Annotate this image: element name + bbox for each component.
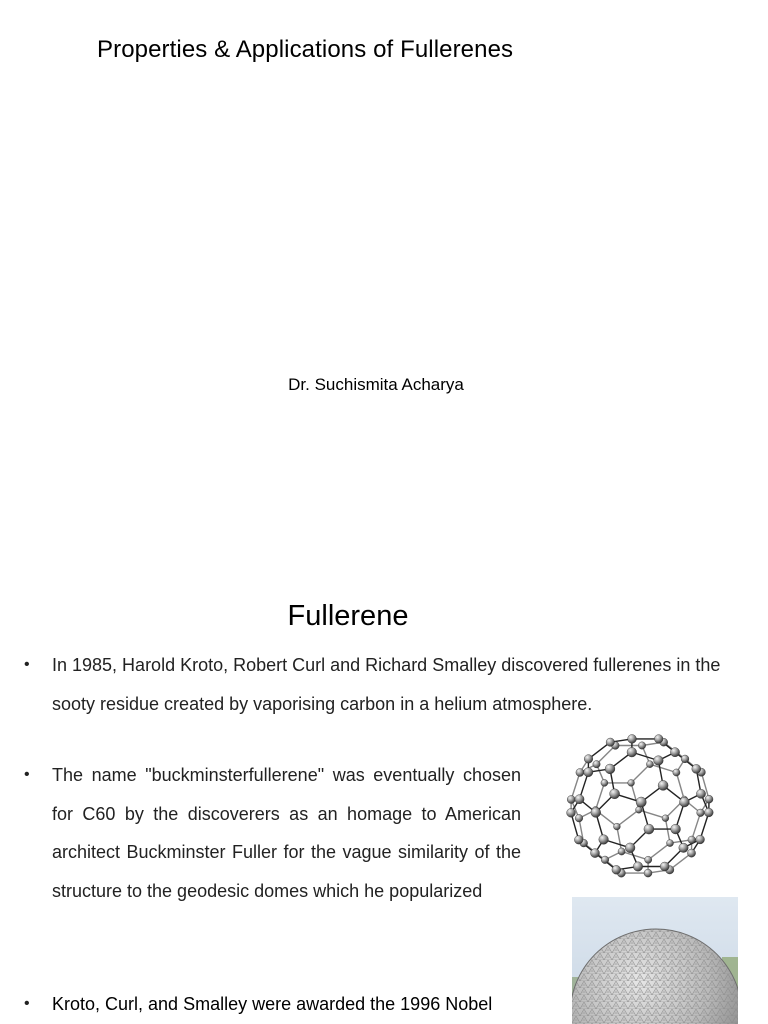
molecule-atom <box>628 735 637 744</box>
molecule-atom <box>584 755 593 764</box>
bullet-text: The name "buckminsterfullerene" was eventually chosen for C60 by the discoverers as an homage to American architect Buckminster Fuller for the vague similarity of the structure to the geodesic domes which he popularized <box>52 765 521 901</box>
molecule-atom <box>606 738 614 746</box>
molecule-atom <box>680 797 690 807</box>
molecule-atom <box>667 840 674 847</box>
molecule-atom <box>660 862 669 871</box>
molecule-atom <box>644 824 654 834</box>
molecule-atom <box>610 789 620 799</box>
geodesic-dome-image <box>572 897 738 1024</box>
molecule-bond <box>617 827 622 852</box>
molecule-atom <box>658 780 668 790</box>
molecule-bond <box>676 773 684 800</box>
bullet-marker: • <box>24 766 30 783</box>
molecule-bond <box>648 843 670 860</box>
bullet-marker: • <box>24 995 30 1012</box>
molecule-atom <box>673 769 680 776</box>
molecule-atom <box>576 769 584 777</box>
molecule-bond <box>650 764 677 772</box>
molecule-atom <box>638 742 645 749</box>
slide-title: Properties & Applications of Fullerenes <box>97 36 514 63</box>
buckminsterfullerene-molecule-image <box>558 724 722 888</box>
molecule-atom <box>567 808 576 817</box>
slide-heading: Fullerene <box>287 600 409 632</box>
molecule-atom <box>679 843 688 852</box>
molecule-atom <box>625 843 635 853</box>
molecule-bond <box>639 810 666 818</box>
author-name: Dr. Suchismita Acharya <box>288 375 464 394</box>
molecule-atom <box>612 865 621 874</box>
molecule-atom <box>601 856 609 864</box>
molecule-atom <box>584 768 593 777</box>
molecule-atom <box>628 780 635 787</box>
molecule-atom <box>618 848 625 855</box>
molecule-atom <box>692 764 701 773</box>
molecule-atom <box>614 823 621 830</box>
molecule-atom <box>633 862 642 871</box>
bullet-text: In 1985, Harold Kroto, Robert Curl and Richard Smalley discovered fullerenes in the sooty residue created by vaporising carbon in a helium atmosphere. <box>52 655 721 714</box>
molecule-atom <box>605 764 615 774</box>
molecule-atom <box>644 869 652 877</box>
molecule-atom <box>681 755 689 763</box>
bullet-marker: • <box>24 656 30 673</box>
molecule-atom <box>670 748 679 757</box>
molecule-atom <box>591 849 600 858</box>
molecule-atom <box>687 849 695 857</box>
molecule-atom <box>654 756 664 766</box>
molecule-bond <box>631 764 650 783</box>
molecule-atom <box>671 824 681 834</box>
molecule-atom <box>705 795 713 803</box>
molecule-atom <box>599 835 609 845</box>
molecule-atom <box>593 761 600 768</box>
molecule-atom <box>591 808 601 818</box>
molecule-bond <box>617 810 639 827</box>
molecule-atom <box>601 779 608 786</box>
molecule-atom <box>646 761 653 768</box>
molecule-bond <box>665 818 670 843</box>
molecule-atom <box>662 815 669 822</box>
molecule-atom <box>688 836 696 844</box>
molecule-atom <box>654 735 663 744</box>
molecule-atom <box>697 809 705 817</box>
molecule-atom <box>636 797 646 807</box>
molecule-atom <box>567 796 575 804</box>
molecule-atom <box>575 795 584 804</box>
molecule-atom <box>645 856 652 863</box>
molecule-atom <box>575 814 583 822</box>
molecule-atom <box>696 835 705 844</box>
bullet-text: Kroto, Curl, and Smalley were awarded the 1996 Nobel <box>52 994 493 1014</box>
molecule-atom <box>704 808 713 817</box>
molecule-atom <box>574 836 583 845</box>
molecule-atom <box>636 807 643 814</box>
molecule-atom <box>696 789 705 798</box>
molecule-atom <box>627 747 637 757</box>
